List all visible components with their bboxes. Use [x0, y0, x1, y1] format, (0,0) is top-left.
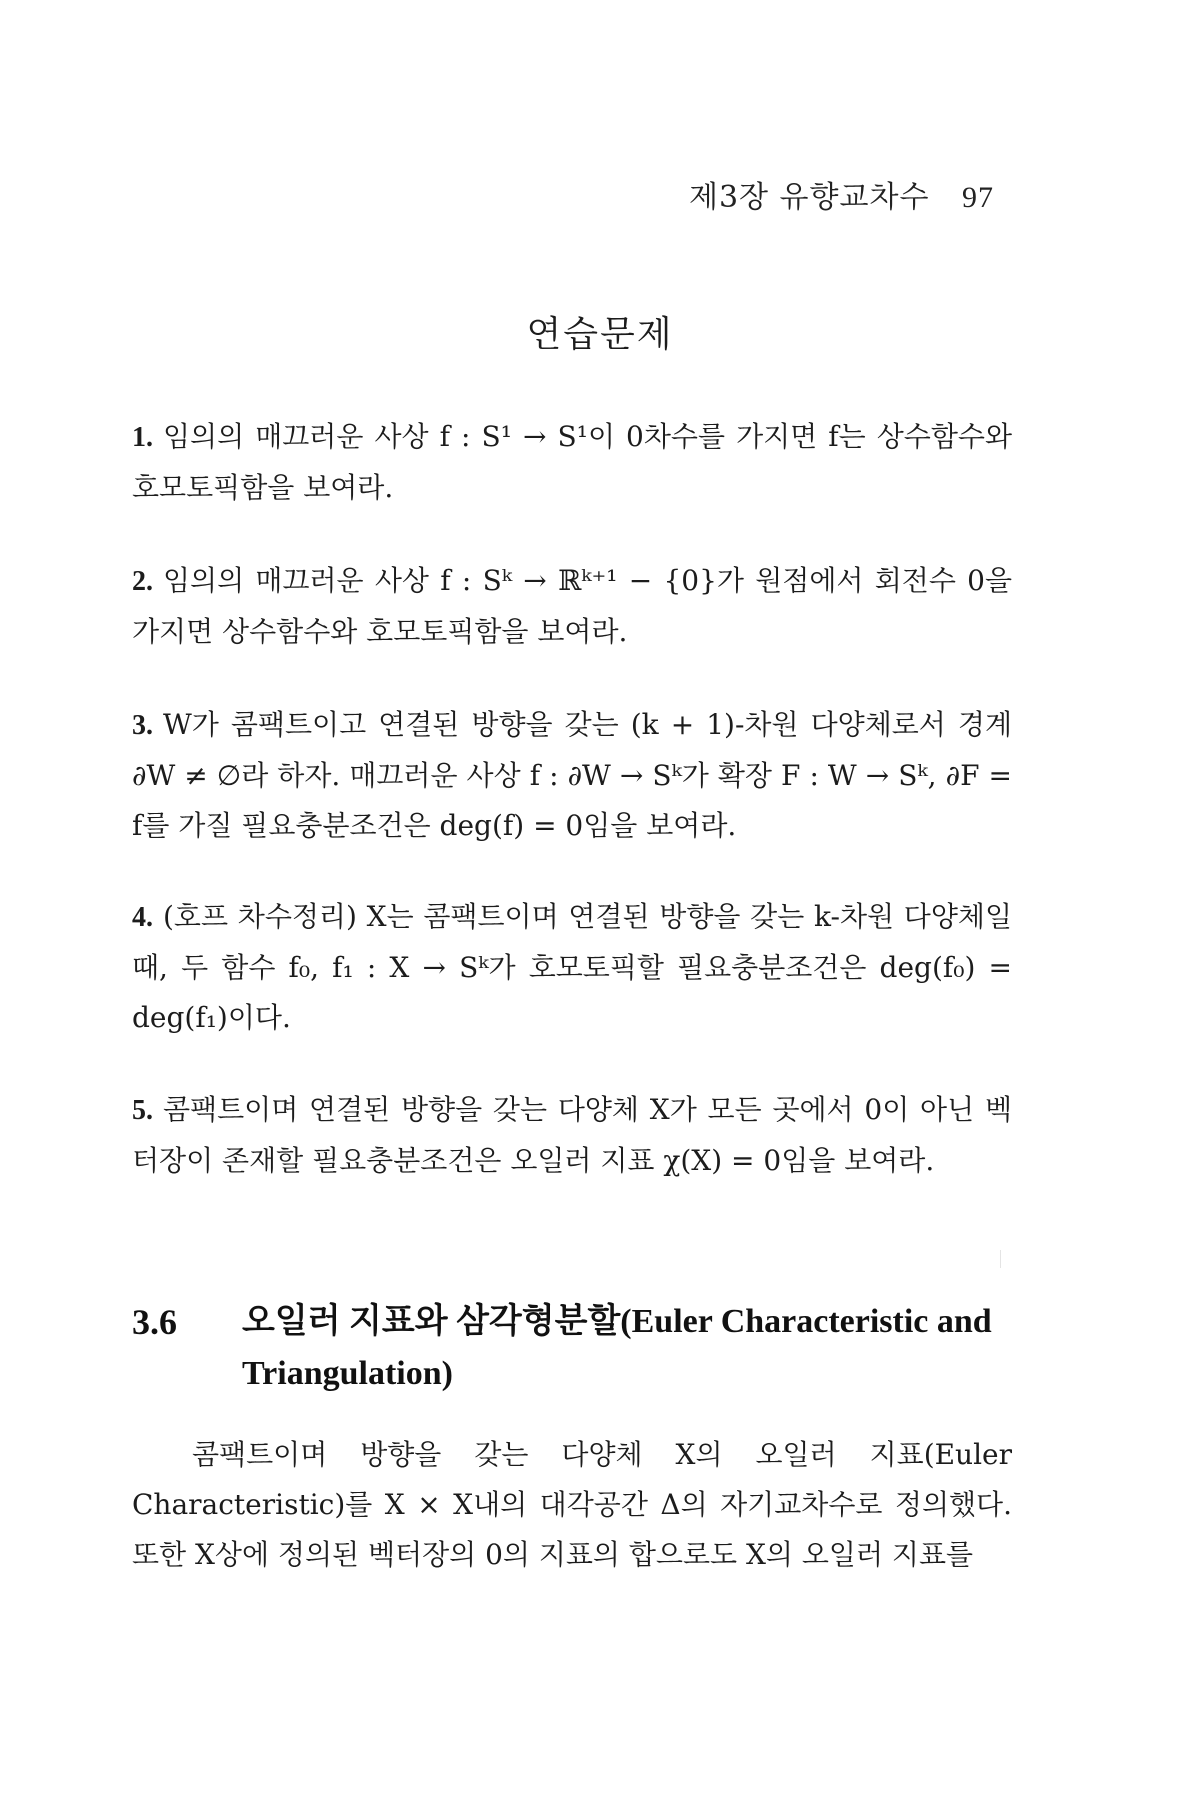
body-paragraph: 콤팩트이며 방향을 갖는 다양체 X의 오일러 지표(Euler Characteristic)를 X × X내의 대각공간 Δ의 자기교차수로 정의했다. 또한 X상에 정의된 벡터장의 0의 지표의 합으로도 X의 오일러 지표를 [132, 1438, 1012, 1571]
exercise-number: 3. [132, 710, 153, 741]
exercise-text [132, 892, 1012, 1043]
exercise-body: 임의의 매끄러운 사상 f : S¹ → S¹이 0차수를 가지면 f는 상수함수와 호모토픽함을 보여라. [132, 420, 1012, 504]
exercise-text [132, 700, 1012, 851]
exercise-text [132, 556, 1012, 657]
chapter-title: 제3장 유향교차수 [688, 180, 930, 215]
exercise-item [132, 556, 1012, 657]
page-number: 97 [962, 181, 994, 214]
exercise-body: 콤팩트이며 연결된 방향을 갖는 다양체 X가 모든 곳에서 0이 아닌 벡터장이 존재할 필요충분조건은 오일러 지표 χ(X) = 0임을 보여라. [132, 1093, 1012, 1177]
exercise-number: 2. [132, 566, 153, 597]
section-number: 3.6 [132, 1302, 177, 1342]
section-heading-title: 오일러 지표와 삼각형분할(Euler Characteristic and Triangulation) [242, 1303, 992, 1392]
scan-mark [1000, 1250, 1001, 1268]
exercises-title: 연습문제 [526, 314, 674, 355]
exercise-text [132, 412, 1012, 513]
exercise-body: W가 콤팩트이고 연결된 방향을 갖는 (k + 1)-차원 다양체로서 경계 ∂W ≠ ∅라 하자. 매끄러운 사상 f : ∂W → Sᵏ가 확장 F : W → Sᵏ, ∂F = f를 가질 필요충분조건은 deg(f) = 0임을 보여라. [132, 708, 1012, 842]
section-heading [132, 1296, 1012, 1400]
exercise-number: 4. [132, 902, 153, 933]
exercise-item [132, 412, 1012, 513]
running-head [689, 172, 994, 216]
exercise-item [132, 892, 1012, 1043]
exercise-number: 1. [132, 422, 153, 453]
exercise-body: 임의의 매끄러운 사상 f : Sᵏ → ℝᵏ⁺¹ − {0}가 원점에서 회전수 0을 가지면 상수함수와 호모토픽함을 보여라. [132, 564, 1012, 648]
exercise-item [132, 1085, 1012, 1186]
exercise-item [132, 700, 1012, 851]
exercise-text [132, 1085, 1012, 1186]
exercise-body: (호프 차수정리) X는 콤팩트이며 연결된 방향을 갖는 k-차원 다양체일 때, 두 함수 f₀, f₁ : X → Sᵏ가 호모토픽할 필요충분조건은 deg(f₀) = deg(f₁)이다. [132, 900, 1012, 1034]
exercise-number: 5. [132, 1095, 153, 1126]
